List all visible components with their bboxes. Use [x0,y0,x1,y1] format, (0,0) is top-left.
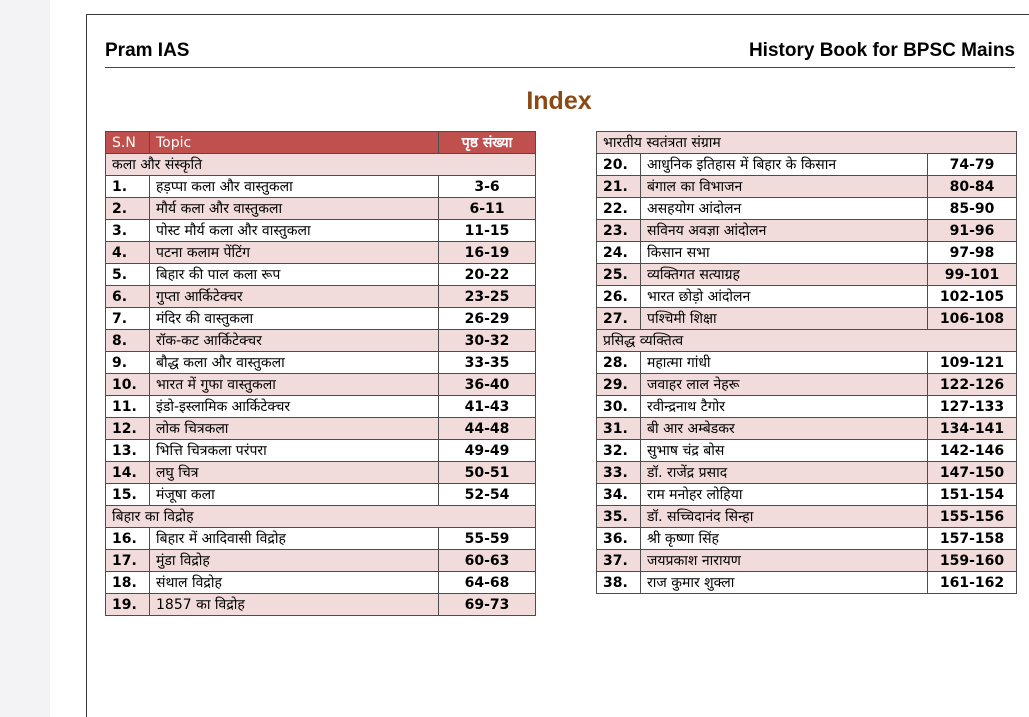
table-row [597,484,1017,506]
row-topic: आधुनिक इतिहास में बिहार के किसान [641,154,928,176]
row-pages: 142-146 [928,440,1017,462]
row-topic: हड़प्पा कला और वास्तुकला [150,176,439,198]
table-row [597,220,1017,242]
row-pages: 60-63 [439,550,536,572]
row-number: 15. [106,484,150,506]
row-topic: भित्ति चित्रकला परंपरा [150,440,439,462]
row-pages: 97-98 [928,242,1017,264]
index-table-left [105,131,536,616]
table-row [106,198,536,220]
row-topic: बौद्ध कला और वास्तुकला [150,352,439,374]
row-number: 24. [597,242,641,264]
table-header-row [106,132,536,154]
row-topic: किसान सभा [641,242,928,264]
row-pages: 26-29 [439,308,536,330]
row-number: 13. [106,440,150,462]
row-topic: इंडो-इस्लामिक आर्किटेक्चर [150,396,439,418]
row-pages: 80-84 [928,176,1017,198]
row-topic: रॉक-कट आर्किटेक्चर [150,330,439,352]
row-number: 8. [106,330,150,352]
row-topic: पटना कलाम पेंटिंग [150,242,439,264]
table-row [597,528,1017,550]
row-pages: 64-68 [439,572,536,594]
table-row [597,396,1017,418]
row-topic: मौर्य कला और वास्तुकला [150,198,439,220]
row-pages: 99-101 [928,264,1017,286]
row-number: 12. [106,418,150,440]
table-row [597,572,1017,594]
row-pages: 50-51 [439,462,536,484]
table-row [106,286,536,308]
table-row [106,484,536,506]
row-pages: 30-32 [439,330,536,352]
section-row [106,506,536,528]
table-row [106,594,536,616]
row-number: 37. [597,550,641,572]
row-pages: 6-11 [439,198,536,220]
page-header [105,39,1015,68]
row-topic: श्री कृष्णा सिंह [641,528,928,550]
section-row [106,154,536,176]
row-number: 1. [106,176,150,198]
header-sn: S.N [106,132,150,154]
index-table-right [596,131,1017,594]
index-title: Index [526,87,592,115]
row-topic: रवीन्द्रनाथ टैगोर [641,396,928,418]
row-pages: 127-133 [928,396,1017,418]
table-row [106,220,536,242]
row-pages: 23-25 [439,286,536,308]
table-row [106,352,536,374]
row-number: 26. [597,286,641,308]
row-topic: भारत छोड़ो आंदोलन [641,286,928,308]
row-topic: डॉ. सच्चिदानंद सिन्हा [641,506,928,528]
row-topic: मंजूषा कला [150,484,439,506]
book-title: History Book for BPSC Mains [748,40,1015,61]
row-topic: असहयोग आंदोलन [641,198,928,220]
table-row [597,462,1017,484]
row-pages: 41-43 [439,396,536,418]
row-number: 29. [597,374,641,396]
table-row [597,374,1017,396]
row-number: 11. [106,396,150,418]
row-pages: 155-156 [928,506,1017,528]
row-number: 17. [106,550,150,572]
table-row [597,418,1017,440]
row-pages: 106-108 [928,308,1017,330]
brand-name: Pram IAS [105,40,190,61]
row-pages: 69-73 [439,594,536,616]
table-row [106,528,536,550]
table-row [106,374,536,396]
row-topic: बिहार की पाल कला रूप [150,264,439,286]
document-page [86,14,1029,717]
table-row [597,286,1017,308]
row-pages: 11-15 [439,220,536,242]
row-topic: डॉ. राजेंद्र प्रसाद [641,462,928,484]
row-pages: 109-121 [928,352,1017,374]
table-row [106,264,536,286]
row-topic: सविनय अवज्ञा आंदोलन [641,220,928,242]
row-pages: 85-90 [928,198,1017,220]
table-row [106,176,536,198]
row-topic: भारत में गुफा वास्तुकला [150,374,439,396]
table-row [106,242,536,264]
row-topic: महात्मा गांधी [641,352,928,374]
row-number: 10. [106,374,150,396]
table-row [106,330,536,352]
table-row [597,308,1017,330]
table-row [597,154,1017,176]
row-number: 23. [597,220,641,242]
row-topic: गुप्ता आर्किटेक्चर [150,286,439,308]
viewer-gutter [0,0,50,717]
row-topic: बी आर अम्बेडकर [641,418,928,440]
row-pages: 74-79 [928,154,1017,176]
row-number: 6. [106,286,150,308]
row-pages: 161-162 [928,572,1017,594]
row-topic: मंदिर की वास्तुकला [150,308,439,330]
row-topic: बिहार में आदिवासी विद्रोह [150,528,439,550]
row-pages: 91-96 [928,220,1017,242]
row-number: 3. [106,220,150,242]
table-row [597,440,1017,462]
row-topic: बंगाल का विभाजन [641,176,928,198]
header-pages: पृष्ठ संख्या [439,132,536,154]
row-number: 5. [106,264,150,286]
row-topic: मुंडा विद्रोह [150,550,439,572]
table-row [106,396,536,418]
row-pages: 52-54 [439,484,536,506]
section-title: प्रसिद्ध व्यक्तित्व [597,330,1017,352]
row-pages: 151-154 [928,484,1017,506]
row-pages: 157-158 [928,528,1017,550]
row-number: 34. [597,484,641,506]
row-topic: राम मनोहर लोहिया [641,484,928,506]
row-number: 27. [597,308,641,330]
row-pages: 44-48 [439,418,536,440]
table-row [106,418,536,440]
row-topic: व्यक्तिगत सत्याग्रह [641,264,928,286]
table-row [106,462,536,484]
row-number: 21. [597,176,641,198]
row-number: 14. [106,462,150,484]
row-number: 19. [106,594,150,616]
row-number: 20. [597,154,641,176]
row-pages: 134-141 [928,418,1017,440]
table-row [597,550,1017,572]
row-topic: जवाहर लाल नेहरू [641,374,928,396]
row-topic: संथाल विद्रोह [150,572,439,594]
table-row [597,242,1017,264]
row-pages: 122-126 [928,374,1017,396]
row-number: 4. [106,242,150,264]
row-topic: सुभाष चंद्र बोस [641,440,928,462]
table-row [597,506,1017,528]
section-title: कला और संस्कृति [106,154,536,176]
row-number: 32. [597,440,641,462]
row-pages: 33-35 [439,352,536,374]
row-pages: 147-150 [928,462,1017,484]
row-pages: 102-105 [928,286,1017,308]
row-number: 25. [597,264,641,286]
row-topic: 1857 का विद्रोह [150,594,439,616]
row-topic: राज कुमार शुक्ला [641,572,928,594]
row-number: 33. [597,462,641,484]
table-row [106,550,536,572]
section-row [597,132,1017,154]
row-number: 16. [106,528,150,550]
table-row [106,440,536,462]
row-pages: 20-22 [439,264,536,286]
row-pages: 55-59 [439,528,536,550]
row-topic: जयप्रकाश नारायण [641,550,928,572]
table-row [597,198,1017,220]
row-number: 2. [106,198,150,220]
table-row [106,308,536,330]
row-number: 38. [597,572,641,594]
row-number: 30. [597,396,641,418]
table-row [106,572,536,594]
row-pages: 49-49 [439,440,536,462]
row-number: 7. [106,308,150,330]
row-number: 31. [597,418,641,440]
row-topic: पश्चिमी शिक्षा [641,308,928,330]
row-topic: पोस्ट मौर्य कला और वास्तुकला [150,220,439,242]
section-title: बिहार का विद्रोह [106,506,536,528]
header-topic: Topic [150,132,439,154]
row-topic: लघु चित्र [150,462,439,484]
row-number: 36. [597,528,641,550]
row-number: 22. [597,198,641,220]
section-title: भारतीय स्वतंत्रता संग्राम [597,132,1017,154]
row-number: 35. [597,506,641,528]
row-pages: 159-160 [928,550,1017,572]
row-number: 28. [597,352,641,374]
table-row [597,264,1017,286]
row-topic: लोक चित्रकला [150,418,439,440]
section-row [597,330,1017,352]
row-number: 18. [106,572,150,594]
row-pages: 3-6 [439,176,536,198]
row-pages: 36-40 [439,374,536,396]
table-row [597,352,1017,374]
row-number: 9. [106,352,150,374]
row-pages: 16-19 [439,242,536,264]
table-row [597,176,1017,198]
